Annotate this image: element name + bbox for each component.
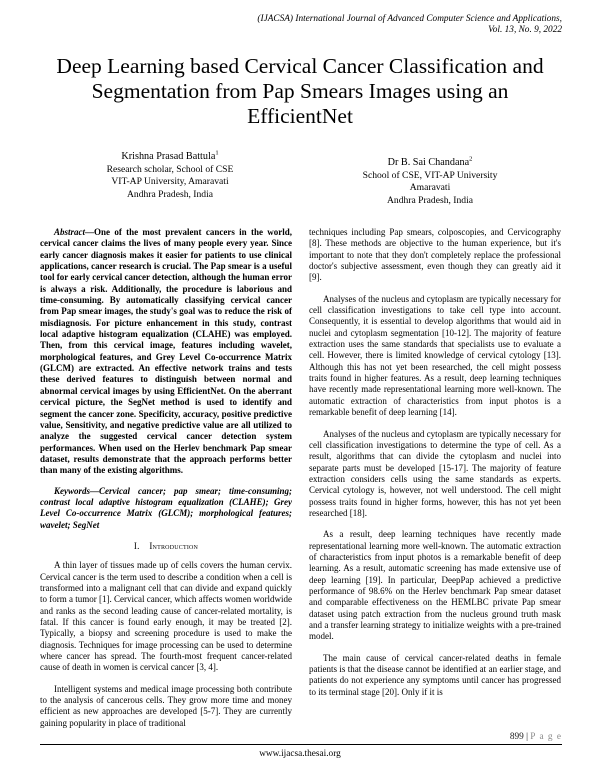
author-2	[340, 157, 520, 207]
author-2-affiliation-2: Amaravati	[409, 182, 451, 193]
keywords-label: Keywords	[54, 485, 90, 496]
body-paragraph: Analyses of the nucleus and cytoplasm are typically necessary for cell classification investigations to take cell type into account. Consequently, it is essential to develop algorithms that would aid in nuclei and cytoplasm segmentation [10-12]. The majority of feature extraction uses the same standards that specialists use to evaluate a cell. However, there is limited knowledge of cervical cytology [13]. Although this has not yet been researched, the cell might possess traits found in higher features. As a result, deep learning techniques have recently made representational learning more well-known. The automatic extraction of characteristics from input photos is a remarkable benefit of deep learning [14].	[309, 293, 561, 418]
body-paragraph: As a result, deep learning techniques have recently made representational learning more well-known. The automatic extraction of characteristics from input photos is a remarkable benefit of deep learning. As a result, automatic screening has made extensive use of deep learning [19]. In particular, DeepPap achieved a predictive performance of 98.6% on the Herlev benchmark Pap smear dataset and comparable effectiveness on the HEMLBC private Pap smear dataset using patch extraction from the nucleus ground truth mask and a transfer learning strategy to initialize weights with a pre-trained model.	[309, 529, 561, 642]
author-1-affiliation-1: Research scholar, School of CSE	[106, 163, 234, 175]
author-2-affiliation-3: Andhra Pradesh, India	[386, 194, 474, 206]
author-1-sup: 1	[215, 149, 219, 157]
section-heading-introduction	[40, 541, 292, 552]
section-title: Introduction	[149, 540, 199, 551]
body-paragraph: Analyses of the nucleus and cytoplasm are typically necessary for cell classification investigations to determine the type of cell. As a result, algorithms that can divide the cytoplasm and nuclei into separate parts must be developed [15-17]. The majority of feature extraction considers cells using the same standards as experts. Cervical cytology is, however, not well understood. The cell might possess traits found in higher forms, however, this has not yet been researched [18].	[309, 428, 561, 518]
author-1	[80, 151, 260, 201]
paper-title: Deep Learning based Cervical Cancer Classification and Segmentation from Pap Smears Images using an EfficientNet	[56, 54, 544, 128]
section-number: I.	[133, 540, 140, 551]
keywords-text: —Cervical cancer; pap smear; time-consuming; contrast local adaptive histogram equalization (CLAHE); Grey Level Co-occurrence Matrix (GLCM); morphological features; wavelet; SegNet	[40, 485, 292, 530]
body-paragraph: Intelligent systems and medical image processing both contribute to the analysis of cancerous cells. They grow more time and money efficient as new approaches are developed [5-7]. They are currently gaining popularity in place of traditional	[40, 683, 292, 728]
author-2-sup: 2	[469, 155, 473, 163]
journal-name: (IJACSA) International Journal of Advanced Computer Science and Applications,	[257, 14, 562, 24]
author-2-name: Dr B. Sai Chandana	[387, 157, 470, 168]
author-2-affiliation-1: School of CSE, VIT-AP University	[362, 169, 498, 181]
body-paragraph: The main cause of cervical cancer-related deaths in female patients is that the disease cannot be identified at an earlier stage, and patients do not experience any symptoms until cancer has progressed to its terminal stage [20]. Only if it is	[309, 652, 561, 697]
abstract	[40, 227, 292, 477]
body-paragraph: A thin layer of tissues made up of cells covers the human cervix. Cervical cancer is the term used to describe a condition when a cell is transformed into a malignant cell that can divide and expand quickly to form a tumor [1]. Cervical cancer, which affects women worldwide and ranks as the second leading cause of cancer-related mortality, is fatal. If this cancer is found early enough, it may be treated [2]. Typically, a biopsy and screening procedure is used to make the diagnosis. Techniques for image processing can be used to determine where cancer has spread. The fourth-most frequent cancer-related cause of death in women is cervical cancer [3, 4].	[40, 560, 292, 673]
page-number-value: 899	[509, 732, 524, 742]
abstract-label: Abstract	[54, 227, 86, 237]
footer-url: www.ijacsa.thesai.org	[259, 749, 341, 759]
abstract-text: —One of the most prevalent cancers in the world, cervical cancer claims the lives of many people every year. Since early cancer diagnosis makes it easier for patients to use clinical applications, cancer research is crucial. The Pap smear is a useful tool for early cervical cancer detection, although the human error is always a risk. Additionally, the procedure is laborious and time-consuming. By automatically classifying cervical cancer from Pap smear images, the study's goal was to reduce the risk of misdiagnosis. For picture enhancement in this study, contrast local adaptive histogram equalization (CLAHE) was employed. Then, from this cervical image, features including wavelet, morphological features, and Grey Level Co-occurrence Matrix (GLCM) are extracted. An effective network trains and tests these derived features to distinguish between normal and abnormal cervical images by using EfficientNet. On the aberrant cervical picture, the SegNet method is used to identify and segment the cancer zone. Specificity, accuracy, positive predictive value, Sensitivity, and negative predictive value are all utilized to analyze the suggested cervical cancer detection system performances. When used on the Herlev benchmark Pap smear dataset, results demonstrate that the approach performs better than many of the existing algorithms.	[40, 227, 292, 476]
page-number: 899 | P a g e	[509, 732, 562, 742]
author-1-affiliation-2: VIT-AP University, Amaravati	[111, 176, 229, 187]
body-paragraph: techniques including Pap smears, colposcopies, and Cervicography [8]. These methods are objective to the human experience, but it's important to note that they don't completely replace the professional doctor's subjective assessment, even though they can greatly aid it [9].	[309, 227, 561, 283]
journal-header	[202, 14, 562, 36]
footer-divider	[40, 744, 562, 745]
author-1-affiliation-3: Andhra Pradesh, India	[126, 188, 214, 200]
author-1-name: Krishna Prasad Battula	[121, 151, 216, 162]
right-column	[309, 227, 561, 698]
page-label: P a g e	[530, 732, 562, 742]
left-column	[40, 227, 292, 729]
journal-volume: Vol. 13, No. 9, 2022	[488, 25, 562, 35]
keywords	[40, 486, 292, 531]
